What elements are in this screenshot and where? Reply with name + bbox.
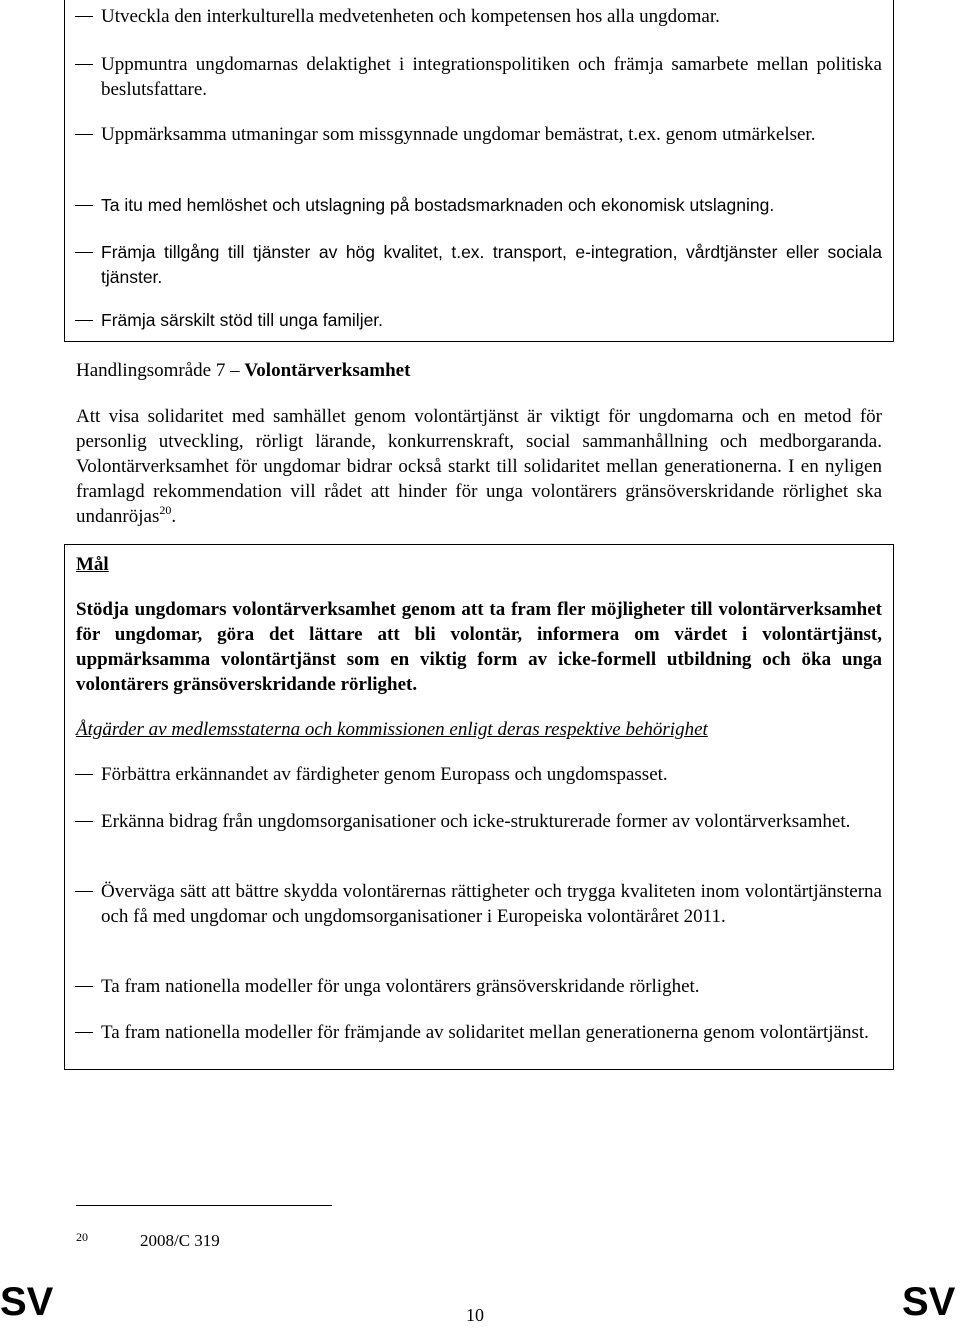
section-body: Att visa solidaritet med samhället genom volontärtjänst är viktigt för ungdomarna och en metod för personlig utveckling, rörligt lärande, konkurrenskraft, social sammanhållning och medborgaranda. Volontärverksamhet för ungdomar bidrar också starkt till solidaritet mellan generationerna. I en nyligen framlagd rekommendation vill rådet att hinder för unga volontärers gränsöverskridande rörlighet ska undanröjas$^{20}$. [76,406,882,527]
actions-heading: Åtgärder av medlemsstaterna och kommissionen enligt deras respektive behörighet [76,719,708,740]
page-number: 10 [466,1305,484,1325]
action-item: Överväga sätt att bättre skydda volontärernas rättigheter och trygga kvaliteten inom volontärtjänsterna och få med ungdomar och ungdomsorganisationer i Europeiska volontäråret 2011. [101,881,882,927]
section-heading: Handlingsområde 7 – Volontärverksamhet [76,360,411,381]
action-item: Förbättra erkännandet av färdigheter genom Europass och ungdomspasset. [101,764,668,785]
footnote-separator [76,1205,332,1206]
language-code-left: SV [0,1280,54,1324]
action-item: Ta fram nationella modeller för främjande av solidaritet mellan generationerna genom volontärtjänst. [101,1022,869,1043]
footnote-number: 20 [76,1230,88,1244]
footnote-text: 2008/C 319 [140,1231,220,1250]
list-item: Uppmärksamma utmaningar som missgynnade ungdomar bemästrat, t.ex. genom utmärkelser. [101,124,816,145]
action-item: Erkänna bidrag från ungdomsorganisationer och icke-strukturerade former av volontärverksamhet. [101,811,851,832]
footnote-ref[interactable]: 20 [159,503,172,517]
goal-label: Mål [76,554,109,575]
goal-text: Stödja ungdomars volontärverksamhet genom att ta fram fler möjligheter till volontärverksamhet för ungdomar, göra det lättare att bli volontär, informera om värdet i volontärtjänst, uppmärksamma volontärtjänst som en viktig form av icke-formell utbildning och öka unga volontärers gränsöverskridande rörlighet. [76,599,882,695]
list-item: Främja tillgång till tjänster av hög kvalitet, t.ex. transport, e-integration, vårdtjänster eller sociala tjänster. [101,242,882,287]
list-item: Utveckla den interkulturella medvetenheten och kompetensen hos alla ungdomar. [101,6,720,27]
list-item: Uppmuntra ungdomarnas delaktighet i integrationspolitiken och främja samarbete mellan politiska beslutsfattare. [101,54,882,100]
language-code-right: SV [902,1280,956,1324]
action-item: Ta fram nationella modeller för unga volontärers gränsöverskridande rörlighet. [101,976,700,997]
list-item: Främja särskilt stöd till unga familjer. [101,310,384,330]
list-item: Ta itu med hemlöshet och utslagning på bostadsmarknaden och ekonomisk utslagning. [101,195,775,215]
